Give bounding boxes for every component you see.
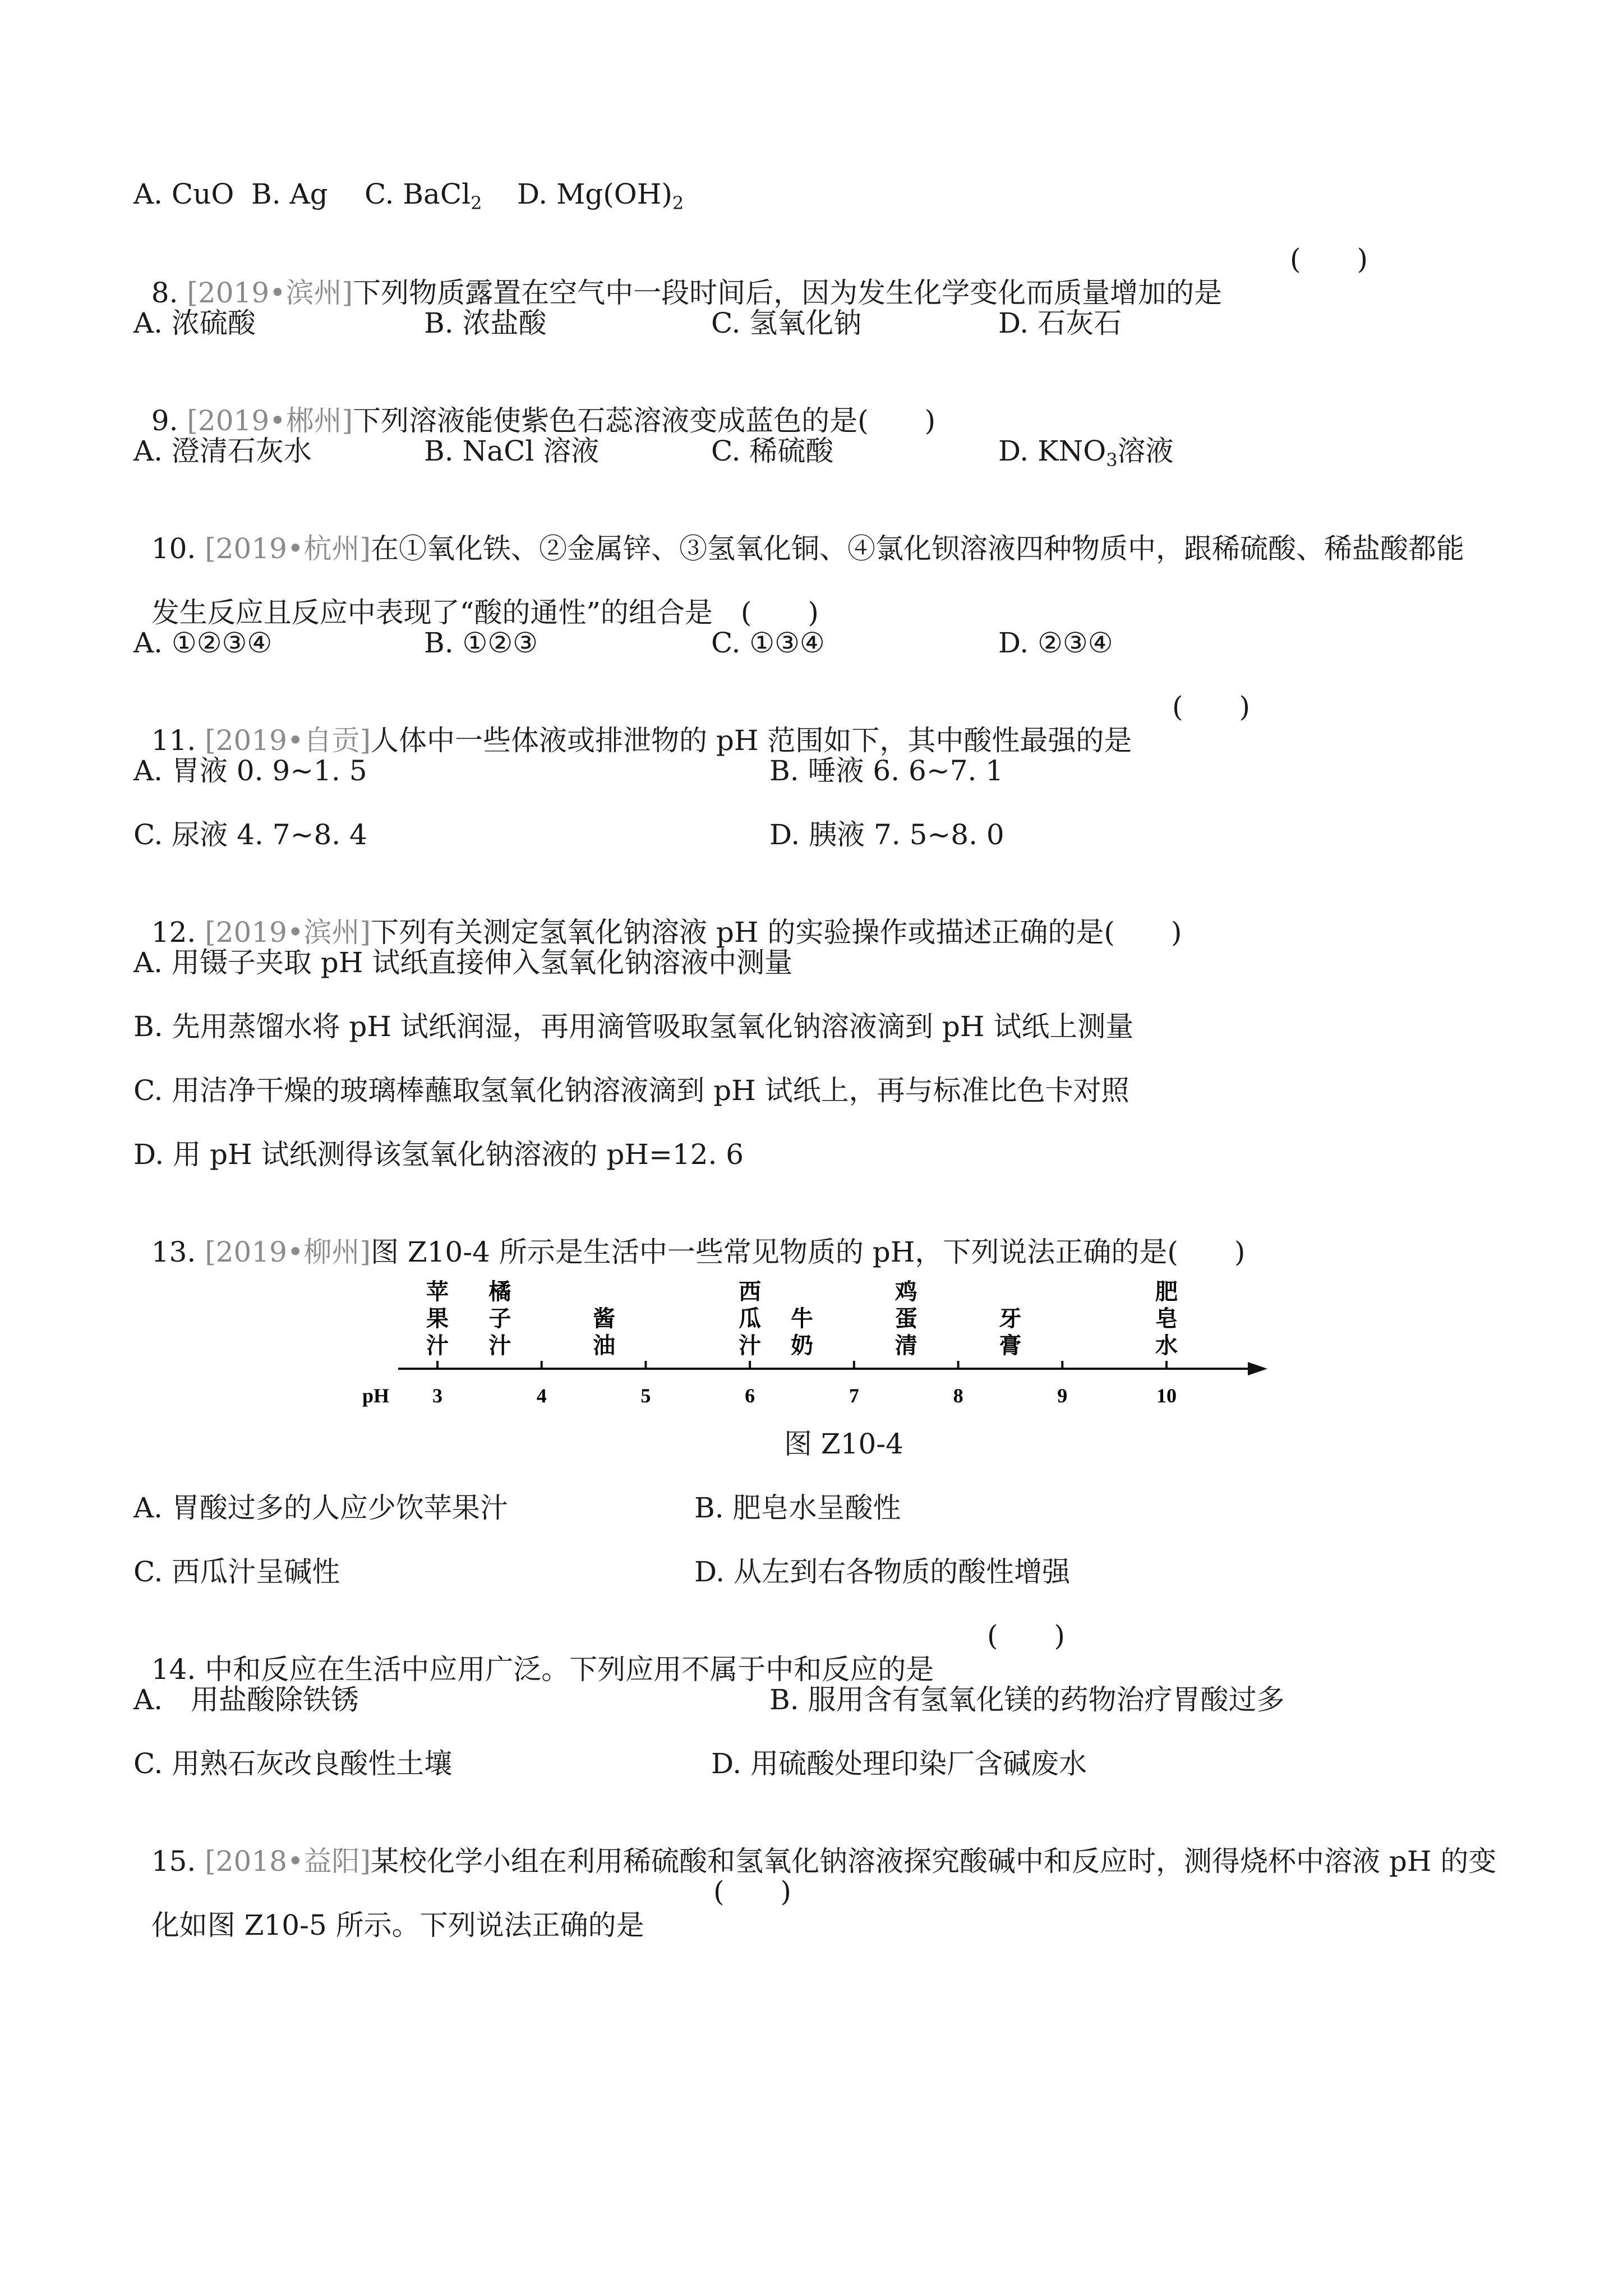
- q12-option-c: C. 用洁净干燥的玻璃棒蘸取氢氧化钠溶液滴到 pH 试纸上，再与标准比色卡对照: [133, 1074, 1129, 1107]
- answer-blank: ( ): [1172, 691, 1251, 723]
- substance-label-char: 子: [488, 1306, 511, 1332]
- answer-blank: ( ): [1104, 916, 1182, 949]
- q10-option-b: B. ①②③: [424, 627, 538, 659]
- question-number: 13.: [151, 1236, 205, 1268]
- axis-label: pH: [362, 1384, 390, 1407]
- substance-label-char: 苹: [426, 1279, 449, 1305]
- q13-option-c: C. 西瓜汁呈碱性: [133, 1556, 340, 1588]
- q10-option-a: A. ①②③④: [133, 627, 273, 659]
- question-11: [133, 690, 1132, 757]
- axis-arrow: [1248, 1362, 1267, 1375]
- question-number: 14.: [151, 1653, 205, 1686]
- substance-label-char: 肥: [1155, 1279, 1178, 1305]
- q12-option-b: B. 先用蒸馏水将 pH 试纸润湿，再用滴管吸取氢氧化钠溶液滴到 pH 试纸上测量: [133, 1010, 1134, 1043]
- substance-label-char: 汁: [426, 1333, 449, 1359]
- substance-label: [426, 1279, 449, 1359]
- substance-label-char: 牙: [999, 1306, 1022, 1332]
- substance-label-char: 油: [593, 1333, 616, 1359]
- substance-label: [791, 1306, 813, 1359]
- question-text: 在①氧化铁、②金属锌、③氢氧化铜、④氯化钡溶液四种物质中，跟稀硫酸、稀盐酸都能: [370, 532, 1464, 565]
- question-text: 发生反应且反应中表现了“酸的通性”的组合是: [151, 596, 713, 629]
- question-source: [2019•柳州]: [205, 1236, 371, 1268]
- question-source: [2019•郴州]: [187, 404, 353, 437]
- question-source: [2019•杭州]: [205, 532, 371, 565]
- question-12: [133, 882, 1182, 949]
- q8-option-a: A. 浓硫酸: [133, 307, 256, 339]
- q12-option-a: A. 用镊子夹取 pH 试纸直接伸入氢氧化钠溶液中测量: [133, 946, 793, 979]
- question-text: 化如图 Z10-5 所示。下列说法正确的是: [151, 1909, 644, 1941]
- substance-label: [999, 1306, 1021, 1359]
- question-14: [133, 1619, 934, 1686]
- q11-option-b: B. 唾液 6. 6~7. 1: [769, 754, 1004, 787]
- question-number: 9.: [151, 404, 187, 437]
- q14-option-d: D. 用硫酸处理印染厂含碱废水: [711, 1747, 1087, 1780]
- q7-option-b: B. Ag: [251, 178, 328, 210]
- substance-labels: [426, 1279, 1178, 1359]
- question-source: [2018•益阳]: [205, 1845, 371, 1878]
- question-number: 11.: [151, 724, 205, 757]
- question-number: 15.: [151, 1845, 205, 1878]
- substance-label-char: 鸡: [895, 1279, 917, 1305]
- substance-label-char: 汁: [739, 1333, 762, 1359]
- figure-caption: 图 Z10-4: [784, 1428, 903, 1460]
- substance-label-char: 水: [1155, 1333, 1178, 1359]
- question-number: 8.: [151, 277, 187, 309]
- q10-option-c: C. ①③④: [711, 627, 825, 659]
- q8-option-c: C. 氢氧化钠: [711, 307, 862, 339]
- tick-label: 4: [536, 1384, 547, 1407]
- substance-label: [593, 1306, 615, 1359]
- substance-label-char: 膏: [999, 1333, 1022, 1359]
- question-10-continued: [133, 562, 819, 629]
- tick-label: 5: [640, 1384, 651, 1407]
- answer-blank: ( ): [857, 404, 936, 437]
- answer-blank: ( ): [713, 1875, 792, 1908]
- question-15-continued: [133, 1875, 644, 1942]
- question-text: 图 Z10-4 所示是生活中一些常见物质的 pH，下列说法正确的是: [370, 1236, 1168, 1268]
- q9-option-d: D. $KNO_3$溶液: [998, 435, 1174, 471]
- question-number: 10.: [151, 532, 205, 565]
- q14-option-c: C. 用熟石灰改良酸性土壤: [133, 1747, 453, 1780]
- question-text: 人体中一些体液或排泄物的 pH 范围如下，其中酸性最强的是: [370, 724, 1132, 757]
- substance-label-char: 皂: [1155, 1306, 1178, 1332]
- substance-label-char: 西: [739, 1279, 762, 1305]
- question-source: [2019•自贡]: [205, 724, 371, 757]
- substance-label-char: 蛋: [895, 1306, 917, 1332]
- q11-option-c: C. 尿液 4. 7~8. 4: [133, 818, 367, 851]
- tick-label: 9: [1057, 1384, 1068, 1407]
- q13-option-a: A. 胃酸过多的人应少饮苹果汁: [133, 1492, 508, 1524]
- question-text: 中和反应在生活中应用广泛。下列应用不属于中和反应的是: [205, 1653, 934, 1686]
- tick-label: 7: [849, 1384, 859, 1407]
- q9-option-a: A. 澄清石灰水: [133, 435, 312, 467]
- substance-label-char: 瓜: [739, 1306, 762, 1332]
- q8-option-d: D. 石灰石: [998, 307, 1122, 339]
- tick-label: 10: [1156, 1384, 1177, 1407]
- q8-option-b: B. 浓盐酸: [424, 307, 547, 339]
- substance-label-char: 牛: [791, 1306, 813, 1332]
- ph-scale-figure: [359, 1257, 1279, 1436]
- substance-label: [739, 1279, 761, 1359]
- question-15: [133, 1811, 1496, 1878]
- q7-option-a: A. CuO: [133, 178, 234, 210]
- q7-option-c: C. BaCl$_2$: [365, 178, 482, 214]
- question-text: 下列溶液能使紫色石蕊溶液变成蓝色的是: [353, 404, 858, 437]
- q9-option-c: C. 稀硫酸: [711, 435, 834, 467]
- answer-blank: ( ): [987, 1619, 1066, 1652]
- question-number: 12.: [151, 916, 205, 949]
- substance-label-char: 橘: [488, 1279, 511, 1305]
- answer-blank: ( ): [740, 596, 819, 629]
- substance-label-char: 奶: [791, 1333, 813, 1359]
- substance-label-char: 酱: [593, 1306, 616, 1332]
- question-9: [133, 370, 935, 438]
- question-8: [133, 242, 1222, 310]
- tick-label: 6: [745, 1384, 755, 1407]
- q13-option-d: D. 从左到右各物质的酸性增强: [694, 1556, 1071, 1588]
- substance-label-char: 果: [426, 1306, 449, 1332]
- q14-option-b: B. 服用含有氢氧化镁的药物治疗胃酸过多: [769, 1683, 1285, 1716]
- question-text: 下列有关测定氢氧化钠溶液 pH 的实验操作或描述正确的是: [370, 916, 1104, 949]
- substance-label-char: 清: [895, 1333, 917, 1359]
- substance-label: [895, 1279, 917, 1359]
- tick-label: 8: [953, 1384, 963, 1407]
- q14-option-a: A. 用盐酸除铁锈: [133, 1683, 359, 1716]
- question-text: 下列物质露置在空气中一段时间后，因为发生化学变化而质量增加的是: [353, 277, 1223, 309]
- substance-label: [488, 1279, 511, 1359]
- q9-option-b: B. NaCl 溶液: [424, 435, 600, 467]
- q11-option-a: A. 胃液 0. 9~1. 5: [133, 754, 367, 787]
- tick-label: 3: [432, 1384, 442, 1407]
- q11-option-d: D. 胰液 7. 5~8. 0: [769, 818, 1004, 851]
- substance-label-char: 汁: [488, 1333, 511, 1359]
- answer-blank: ( ): [1290, 243, 1368, 275]
- question-source: [2019•滨州]: [205, 916, 371, 949]
- q7-option-d: D. $Mg(OH)_2$: [517, 178, 684, 214]
- q10-option-d: D. ②③④: [998, 627, 1113, 659]
- q13-option-b: B. 肥皂水呈酸性: [694, 1492, 901, 1524]
- substance-label: [1155, 1279, 1178, 1359]
- answer-blank: ( ): [1167, 1236, 1246, 1268]
- question-source: [2019•滨州]: [187, 277, 353, 309]
- question-10: [133, 498, 1464, 565]
- q12-option-d: D. 用 pH 试纸测得该氢氧化钠溶液的 pH=12. 6: [133, 1138, 744, 1171]
- question-text: 某校化学小组在利用稀硫酸和氢氧化钠溶液探究酸碱中和反应时，测得烧杯中溶液 pH 的变: [370, 1845, 1497, 1878]
